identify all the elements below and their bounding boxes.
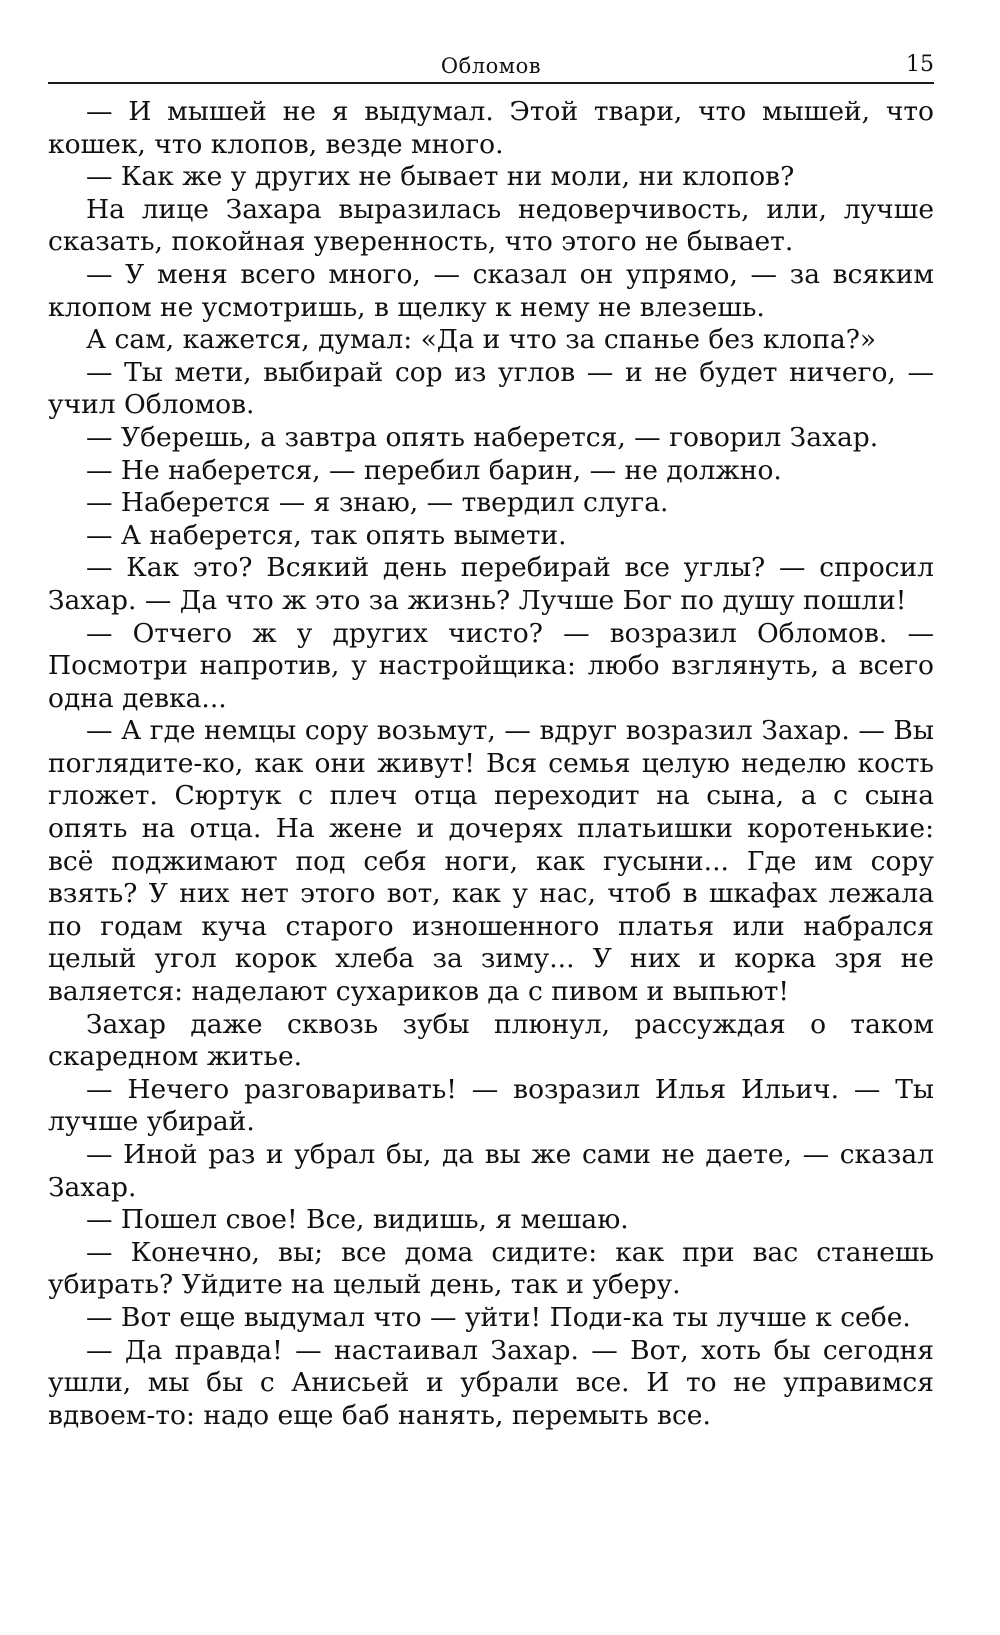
book-page: [48, 48, 934, 1432]
paragraph: — Наберется — я знаю, — твердил слуга.: [86, 487, 669, 519]
paragraph: — Нечего разговаривать! — возразил Илья Ильич. — Ты лучше убирай.: [48, 1073, 934, 1138]
paragraph: — Иной раз и убрал бы, да вы же сами не даете, — сказал Захар.: [48, 1139, 934, 1203]
paragraph: А сам, кажется, думал: «Да и что за спанье без клопа?»: [86, 324, 877, 356]
paragraph: — Как же у других не бывает ни моли, ни клопов?: [86, 161, 795, 193]
paragraph: — Конечно, вы; все дома сидите: как при вас станешь убирать? Уйдите на целый день, так и уберу.: [48, 1236, 934, 1301]
body-text: [48, 96, 934, 1432]
paragraph: — Не наберется, — перебил барин, — не должно.: [86, 454, 782, 486]
paragraph: — А наберется, так опять вымети.: [86, 519, 567, 551]
paragraph: — Ты мети, выбирай сор из углов — и не будет ничего, — учил Обломов.: [48, 356, 934, 421]
paragraph: — И мышей не я выдумал. Этой твари, что мышей, что кошек, что клопов, везде много.: [48, 96, 934, 160]
paragraph: — Уберешь, а завтра опять наберется, — говорил Захар.: [86, 421, 879, 453]
paragraph: — Да правда! — настаивал Захар. — Вот, хоть бы сегодня ушли, мы бы с Анисьей и убрали все. И то не управимся вдвоем-то: надо еще баб нанять, перемыть все.: [48, 1334, 934, 1431]
paragraph: — Как это? Всякий день перебирай все углы? — спросил Захар. — Да что ж это за жизнь? Лучше Бог по душу пошли!: [48, 552, 934, 616]
paragraph: На лице Захара выразилась недоверчивость, или, лучше сказать, покойная уверенность, что этого не бывает.: [48, 193, 934, 258]
paragraph: — Пошел свое! Все, видишь, я мешаю.: [86, 1204, 629, 1236]
paragraph: — А где немцы сору возьмут, — вдруг возразил Захар. — Вы поглядите-ко, как они живут! Вся семья целую неделю кость гложет. Сюртук с плеч отца переходит на сына, а с сына опять на отца. На жене и дочерях платьишки коротенькие: всё поджимают под себя ноги, как гусыни... Где им сору взять? У них нет этого вот, как у нас, чтоб в шкафах лежала по годам куча старого изношенного платья или набрался целый угол корок хлеба за зиму... У них и корка зря не валяется: наделают сухариков да с пивом и выпьют!: [48, 715, 934, 1008]
book-title: Обломов: [440, 54, 542, 78]
paragraph: — У меня всего много, — сказал он упрямо, — за всяким клопом не усмотришь, в щелку к нему не влезешь.: [48, 258, 934, 323]
paragraph: — Отчего ж у других чисто? — возразил Обломов. — Посмотри напротив, у настройщика: любо взглянуть, а всего одна девка...: [48, 617, 934, 714]
paragraph: Захар даже сквозь зубы плюнул, рассуждая о таком скаредном житье.: [48, 1008, 934, 1073]
paragraph: — Вот еще выдумал что — уйти! Поди-ка ты лучше к себе.: [86, 1301, 911, 1333]
running-head: [48, 48, 934, 84]
page-number: 15: [906, 52, 934, 77]
